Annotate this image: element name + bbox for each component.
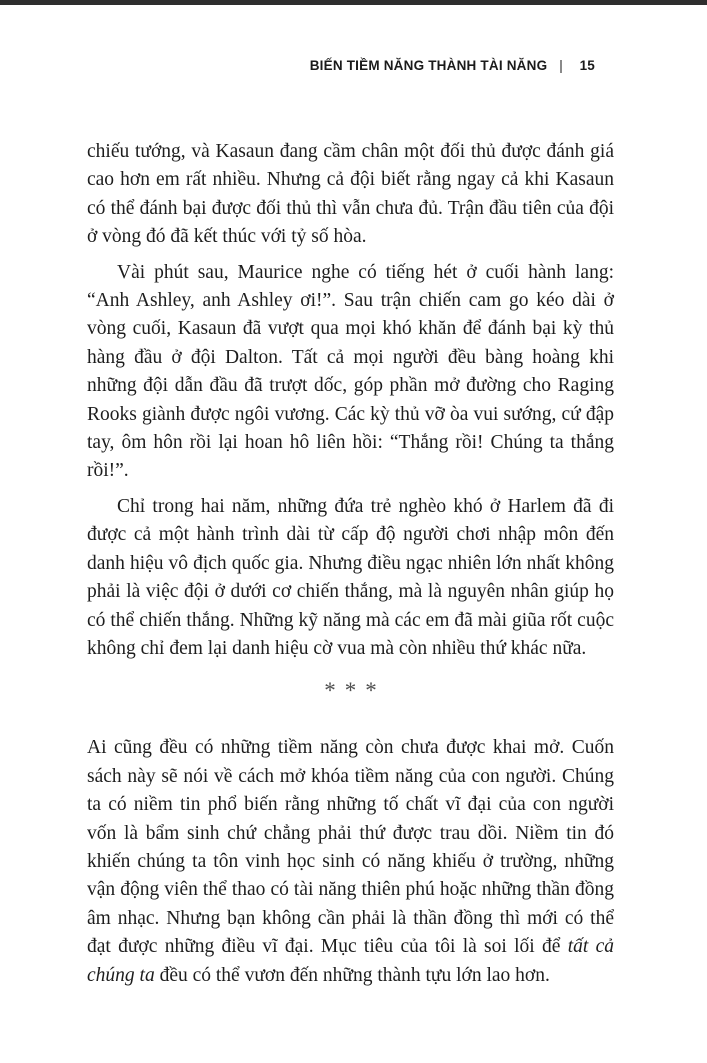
- header-divider: |: [559, 57, 563, 74]
- running-header: [0, 58, 595, 73]
- top-edge-bar: [0, 0, 707, 5]
- page-body: [87, 138, 614, 990]
- paragraph: Vài phút sau, Maurice nghe có tiếng hét ở cuối hành lang: “Anh Ashley, anh Ashley ơi!”. Sau trận chiến cam go kéo dài ở vòng cuối, Kasaun đã vượt qua mọi khó khăn để đánh bại kỳ thủ hàng đầu ở đội Dalton. Tất cả mọi người đều bàng hoàng khi những đội dẫn đầu đã trượt dốc, góp phần mở đường cho Raging Rooks giành được ngôi vương. Các kỳ thủ vỡ òa vui sướng, cứ đập tay, ôm hôn rồi lại hoan hô liên hồi: “Thắng rồi! Chúng ta thắng rồi!”.: [87, 261, 614, 482]
- emphasized-text: tất cả chúng ta: [87, 936, 614, 986]
- paragraph-continuation: chiếu tướng, và Kasaun đang cầm chân một đối thủ được đánh giá cao hơn em rất nhiều. Nhưng cả đội biết rằng ngay cả khi Kasaun có thể đánh bại được đối thủ thì vẫn chưa đủ. Trận đầu tiên của đội ở vòng đó đã kết thúc với tỷ số hòa.: [87, 141, 614, 248]
- paragraph-text: Ai cũng đều có những tiềm năng còn chưa được khai mở. Cuốn sách này sẽ nói về cách mở khóa tiềm năng của con người. Chúng ta có niềm tin phổ biến rằng những tố chất vĩ đại của con người vốn là bẩm sinh chứ chẳng phải thứ được trau dồi. Niềm tin đó khiến chúng ta tôn vinh học sinh có năng khiếu ở trường, những vận động viên thể thao có tài năng thiên phú hoặc những thần đồng âm nhạc. Nhưng bạn không cần phải là thần đồng thì mới có thể đạt được những điều vĩ đại. Mục tiêu của tôi là soi lối để: [87, 737, 614, 958]
- page-number: 15: [579, 58, 595, 73]
- paragraph-text: đều có thể vươn đến những thành tựu lớn lao hơn.: [154, 964, 550, 986]
- section-break-asterisks: ***: [324, 678, 386, 704]
- running-title: BIẾN TIỀM NĂNG THÀNH TÀI NĂNG: [309, 58, 548, 73]
- paragraph: Chỉ trong hai năm, những đứa trẻ nghèo khó ở Harlem đã đi được cả một hành trình dài từ cấp độ người chơi nhập môn đến danh hiệu vô địch quốc gia. Nhưng điều ngạc nhiên lớn nhất không phải là việc đội ở dưới cơ chiến thắng, mà là nguyên nhân giúp họ có thể chiến thắng. Những kỹ năng mà các em đã mài giũa rốt cuộc không chỉ đem lại danh hiệu cờ vua mà còn nhiều thứ khác nữa.: [87, 495, 614, 659]
- paragraph: [87, 734, 614, 990]
